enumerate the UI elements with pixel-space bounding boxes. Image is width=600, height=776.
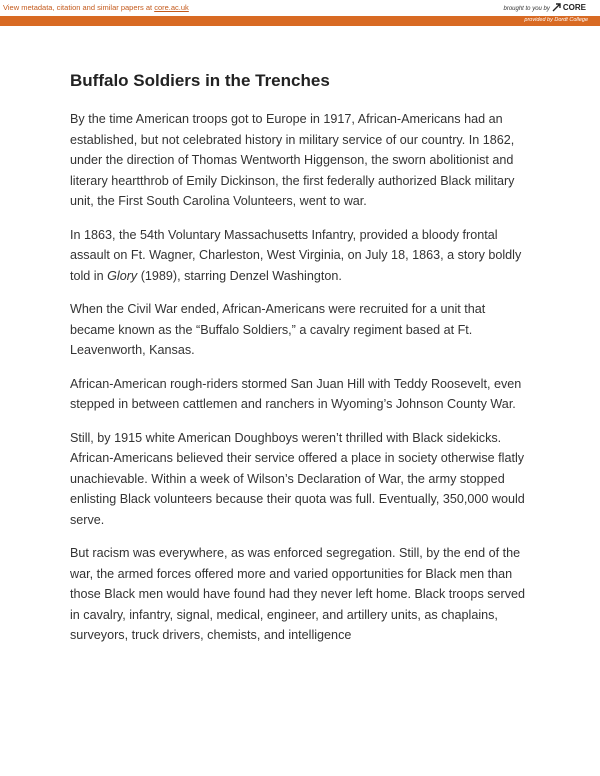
core-link[interactable]: core.ac.uk (154, 3, 189, 12)
film-title: Glory (107, 268, 138, 283)
paragraph-glory (70, 225, 530, 287)
brought-by-label: brought to you by (503, 6, 550, 12)
paragraph: But racism was everywhere, as was enforced segregation. Still, by the end of the war, the armed forces offered more and varied opportunities for Black men than those Black men would have found had they never left home. Black troops served in cavalry, infantry, signal, medical, engineer, and artillery units, as chaplains, surveyors, truck drivers, chemists, and intelligence (70, 546, 526, 642)
core-metadata-row (3, 3, 189, 12)
core-metadata-prefix: View metadata, citation and similar papers at (3, 3, 155, 12)
brought-by-core[interactable] (504, 2, 587, 12)
provided-by-label: provided by Dordt College (524, 17, 588, 23)
paragraph: By the time American troops got to Europe in 1917, African-Americans had an established, but not celebrated history in military service of our country. In 1862, under the direction of Thomas Wentworth Higgenson, the sworn abolitionist and literary heartthrob of Emily Dickinson, the first federally authorized Black military unit, the First South Carolina Volunteers, went to war. (70, 112, 515, 208)
provider-band (0, 16, 600, 26)
core-logo (552, 2, 586, 12)
paragraph: When the Civil War ended, African-Americans were recruited for a unit that became known as the “Buffalo Soldiers,” a cavalry regiment based at Ft. Leavenworth, Kansas. (70, 302, 486, 357)
article-title: Buffalo Soldiers in the Trenches (70, 71, 330, 90)
paragraph: African-American rough-riders stormed San Juan Hill with Teddy Roosevelt, even stepped in between cattlemen and ranchers in Wyoming’s Johnson County War. (70, 376, 522, 411)
paragraph-text: (1989), starring Denzel Washington. (137, 268, 342, 283)
core-banner (0, 0, 600, 16)
core-arrow-icon (552, 2, 562, 12)
paragraph-text: In 1863, the 54th Voluntary Massachusetts Infantry, provided a bloody frontal assault on Ft. Wagner, Charleston, West Virginia, on July 18, 1863, a story boldly told in (70, 227, 522, 283)
article-body (70, 70, 530, 659)
core-logo-text: CORE (562, 2, 586, 12)
paragraph: Still, by 1915 white American Doughboys weren’t thrilled with Black sidekicks. African-Americans believed their service offered a place in society otherwise flatly unachievable. Within a week of Wilson’s Declaration of War, the army stopped enlisting Black volunteers because their quota was full. Eventually, 350,000 would serve. (70, 430, 525, 527)
